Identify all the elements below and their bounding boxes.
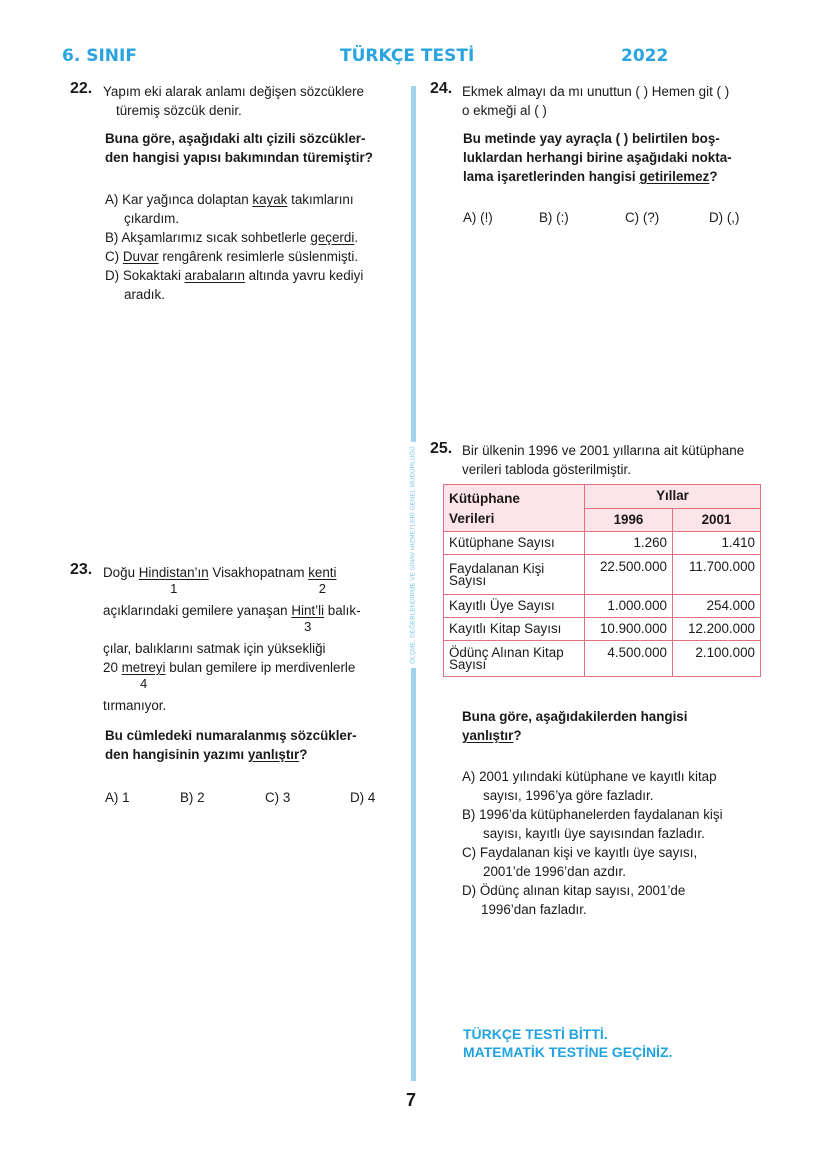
years-group-header: Yıllar xyxy=(585,485,761,509)
publisher-side-text: ÖLÇME, DEĞERLENDİRME VE SINAV HİZMETLERİ GENEL MÜDÜRLÜĞÜ xyxy=(410,442,417,668)
option-b[interactable]: B) (:) xyxy=(539,210,569,225)
question-stem: Doğu Hindistan’ın 1 Visakhopatnam kenti 2 açıklarındaki gemilere yanaşan Hint’li 3 balık- çılar, balıklarını satmak için yüksekliği 20 metreyi 4 bulan gemilere ip merdivenlerle tırmanıyor. xyxy=(103,565,361,713)
answer-options xyxy=(105,190,405,304)
option-c[interactable]: C) Duvar rengârenk resimlerle süslenmişti. xyxy=(105,249,359,264)
option-a[interactable]: A) (!) xyxy=(463,210,493,225)
numbered-word-2: kenti 2 xyxy=(308,565,337,596)
option-a[interactable]: A) 2001 yılındaki kütüphane ve kayıtlı kitap sayısı, 1996’ya göre fazladır. xyxy=(462,769,717,803)
option-d[interactable]: D) Sokaktaki arabaların altında yavru kediyi aradık. xyxy=(105,268,364,302)
option-a[interactable]: A) 1 xyxy=(105,790,130,805)
numbered-word-4: metreyi 4 xyxy=(121,660,166,691)
table-row: Faydalanan Kişi Sayısı 22.500.000 11.700.000 xyxy=(444,555,761,595)
question-prompt: Bu metinde yay ayraçla ( ) belirtilen boş- luklardan herhangi birine aşağıdaki nokta- lama işaretlerinden hangisi getirilemez? xyxy=(463,131,732,184)
table-row: Kütüphane Sayısı 1.260 1.410 xyxy=(444,532,761,555)
page-number: 7 xyxy=(406,1090,417,1110)
option-c[interactable]: C) 3 xyxy=(265,790,291,805)
question-stem: Yapım eki alarak anlamı değişen sözcüklere türemiş sözcük denir. xyxy=(103,84,364,118)
option-c[interactable]: C) Faydalanan kişi ve kayıtlı üye sayısı, 2001’de 1996’dan azdır. xyxy=(462,845,698,879)
question-prompt: Bu cümledeki numaralanmış sözcükler- den hangisinin yazımı yanlıştır? xyxy=(105,728,357,762)
table-row: Kayıtlı Kitap Sayısı 10.900.000 12.200.000 xyxy=(444,618,761,641)
option-d[interactable]: D) 4 xyxy=(350,790,376,805)
option-b[interactable]: B) 1996’da kütüphanelerden faydalanan kişi sayısı, kayıtlı üye sayısından fazladır. xyxy=(462,807,723,841)
library-data-table xyxy=(443,484,761,677)
question-prompt: Buna göre, aşağıdaki altı çizili sözcükler- den hangisi yapısı bakımından türemiştir? xyxy=(105,131,373,165)
question-stem: Ekmek almayı da mı unuttun ( ) Hemen git ( ) o ekmeği al ( ) xyxy=(462,84,730,118)
table-corner-header: Kütüphane Verileri xyxy=(444,485,585,532)
test-end-note: TÜRKÇE TESTİ BİTTİ. MATEMATİK TESTİNE GEÇİNİZ. xyxy=(463,1026,673,1060)
page-header xyxy=(0,46,828,70)
grade-label: 6. SINIF xyxy=(62,46,137,66)
year-2001-header: 2001 xyxy=(673,508,761,532)
year-1996-header: 1996 xyxy=(585,508,673,532)
year-label: 2022 xyxy=(621,46,669,66)
table-row: Kayıtlı Üye Sayısı 1.000.000 254.000 xyxy=(444,595,761,618)
question-prompt: Buna göre, aşağıdakilerden hangisi yanlıştır? xyxy=(462,709,688,743)
question-number: 23. xyxy=(70,561,93,578)
test-title: TÜRKÇE TESTİ xyxy=(340,46,475,66)
option-a[interactable]: A) Kar yağınca dolaptan kayak takımlarını çıkardım. xyxy=(105,192,354,226)
table-row: Ödünç Alınan Kitap Sayısı 4.500.000 2.100.000 xyxy=(444,641,761,677)
numbered-word-1: Hindistan’ın 1 xyxy=(138,565,209,596)
answer-options xyxy=(462,767,772,919)
option-b[interactable]: B) Akşamlarımız sıcak sohbetlerle geçerdi. xyxy=(105,230,359,245)
question-number: 22. xyxy=(70,80,93,97)
question-number: 24. xyxy=(430,80,453,97)
question-stem: Bir ülkenin 1996 ve 2001 yıllarına ait kütüphane verileri tabloda gösterilmiştir. xyxy=(462,443,745,477)
option-b[interactable]: B) 2 xyxy=(180,790,205,805)
question-number: 25. xyxy=(430,440,453,457)
option-d[interactable]: D) (,) xyxy=(709,210,740,225)
numbered-word-3: Hint’li 3 xyxy=(291,603,325,634)
option-c[interactable]: C) (?) xyxy=(625,210,660,225)
option-d[interactable]: D) Ödünç alınan kitap sayısı, 2001’de 1996’dan fazladır. xyxy=(462,883,686,917)
